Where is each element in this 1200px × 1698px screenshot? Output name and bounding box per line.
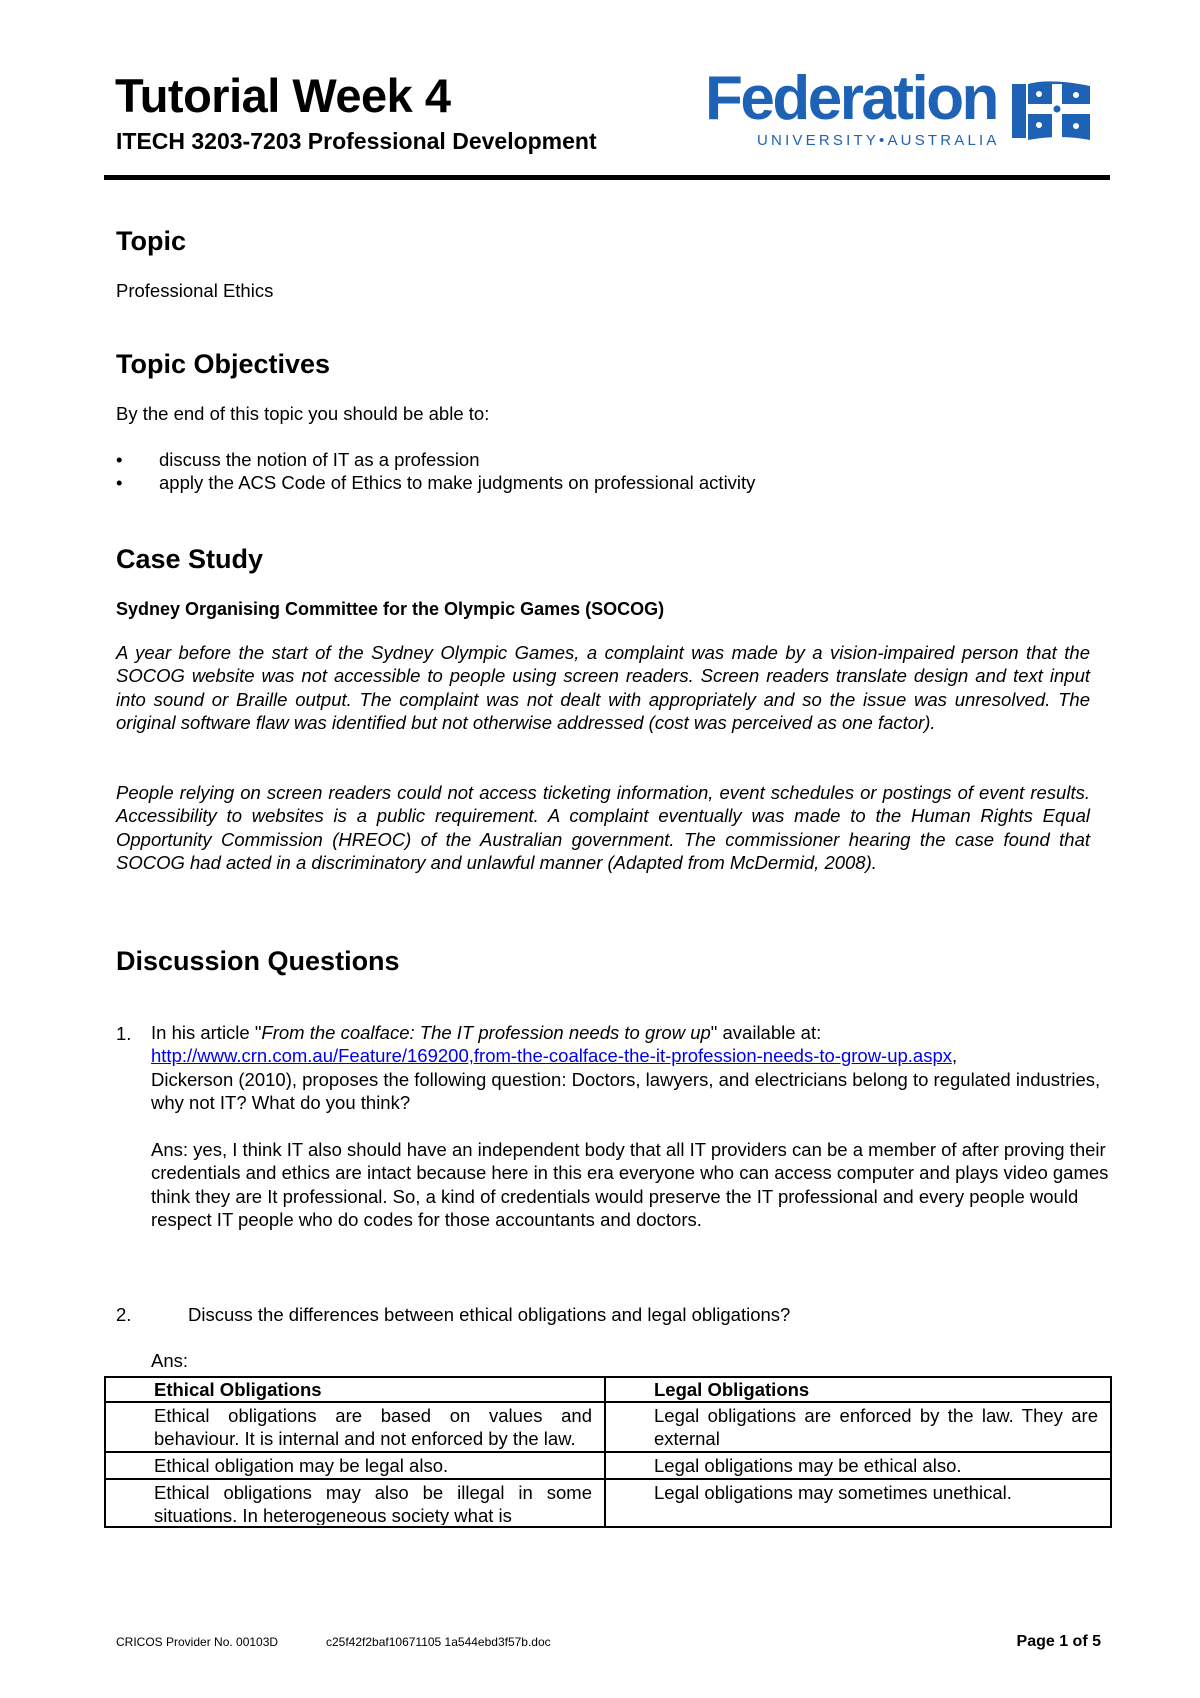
question-2-text: Discuss the differences between ethical obligations and legal obligations?	[188, 1304, 791, 1325]
objectives-intro: By the end of this topic you should be able to:	[116, 403, 490, 424]
federation-logo	[705, 64, 1105, 154]
bullet-icon: •	[116, 449, 123, 470]
case-study-paragraph: People relying on screen readers could not access ticketing information, event schedules or postings of event results. Accessibility to websites is a public requirement. A complaint eventually was made to the Human Rights Equal Opportunity Commission (HREOC) of the Australian government. The commissioner hearing the case found that SOCOG had acted in a discriminatory and unlawful manner (Adapted from McDermid, 2008).	[116, 782, 1090, 874]
topic-heading: Topic	[116, 226, 186, 256]
header-divider	[104, 175, 1110, 180]
objective-text: discuss the notion of IT as a profession	[159, 449, 480, 470]
topic-text: Professional Ethics	[116, 280, 274, 301]
case-study-paragraph: A year before the start of the Sydney Olympic Games, a complaint was made by a vision-impaired person that the SOCOG website was not accessible to people using screen readers. Screen readers translate design and text input into sound or Braille output. The complaint was not dealt with appropriately and so the issue was unresolved. The original software flaw was identified but not otherwise addressed (cost was perceived as one factor).	[116, 642, 1090, 734]
bullet-icon: •	[116, 472, 123, 493]
question-1-text	[151, 1021, 1111, 1115]
case-study-heading: Case Study	[116, 544, 264, 574]
table-cell: Ethical obligation may be legal also.	[105, 1452, 605, 1479]
link-suffix: ,	[952, 1045, 958, 1067]
table-cell: Legal obligations may be ethical also.	[605, 1452, 1111, 1479]
flag-icon	[1010, 78, 1092, 144]
footer-page-number: Page 1 of 5	[1016, 1633, 1101, 1650]
logo-wordmark: Federation	[705, 64, 997, 133]
question-body: Dickerson (2010), proposes the following question: Doctors, lawyers, and electricians belong to regulated industries, why not IT? What do you think?	[151, 1068, 1101, 1114]
obligations-table	[104, 1376, 1112, 1528]
question-number: 1.	[116, 1023, 132, 1044]
question-prefix: In his article "	[151, 1022, 262, 1043]
objectives-heading: Topic Objectives	[116, 349, 331, 379]
table-header-ethical: Ethical Obligations	[105, 1377, 605, 1402]
table-header-legal: Legal Obligations	[605, 1377, 1111, 1402]
article-title: From the coalface: The IT profession needs to grow up	[261, 1022, 711, 1043]
question-after-title: " available at:	[710, 1022, 822, 1043]
answer-1-text: Ans: yes, I think IT also should have an independent body that all IT providers can be a member of after proving their credentials and ethics are intact because here in this era everyone who can access computer and plays video games think they are It professional. So, a kind of credentials would preserve the IT professional and every people would respect IT people who do codes for those accountants and doctors.	[151, 1139, 1109, 1231]
logo-tagline: UNIVERSITY•AUSTRALIA	[757, 132, 1000, 149]
course-subtitle: ITECH 3203-7203 Professional Development	[116, 128, 597, 154]
case-study-subheading: Sydney Organising Committee for the Olympic Games (SOCOG)	[116, 599, 665, 619]
question-number: 2.	[116, 1304, 132, 1325]
article-link[interactable]: http://www.crn.com.au/Feature/169200,from-the-coalface-the-it-profession-needs-to-grow-up.aspx	[151, 1045, 953, 1067]
table-cell: Legal obligations are enforced by the law. They are external	[605, 1402, 1111, 1452]
table-row	[105, 1479, 1111, 1527]
table-header-row	[105, 1377, 1111, 1402]
objective-text: apply the ACS Code of Ethics to make judgments on professional activity	[159, 472, 756, 493]
page-title: Tutorial Week 4	[115, 69, 451, 122]
answer-label: Ans:	[151, 1350, 189, 1371]
table-cell-text: Ethical obligations may also be illegal in some situations. In heterogeneous society what is	[154, 1482, 592, 1525]
discussion-heading: Discussion Questions	[116, 946, 400, 976]
table-cell	[105, 1479, 605, 1527]
footer-cricos: CRICOS Provider No. 00103D	[116, 1635, 279, 1649]
table-cell: Legal obligations may sometimes unethical.	[605, 1479, 1111, 1527]
footer-filename: c25f42f2baf10671105 1a544ebd3f57b.doc	[326, 1635, 551, 1649]
table-row	[105, 1402, 1111, 1452]
table-cell: Ethical obligations are based on values and behaviour. It is internal and not enforced by the law.	[105, 1402, 605, 1452]
table-row	[105, 1452, 1111, 1479]
